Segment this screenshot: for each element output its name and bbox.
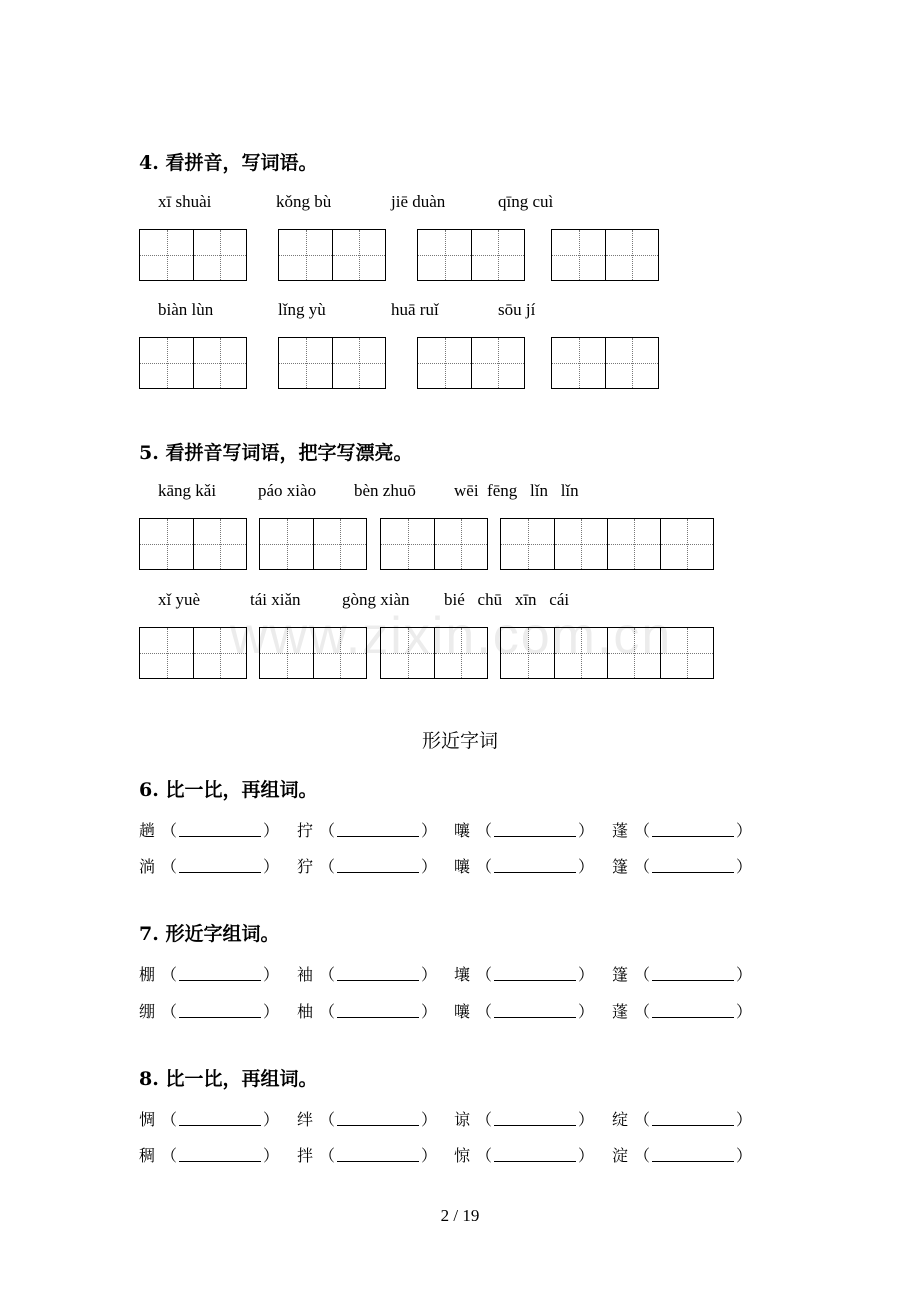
word-item: 惆 （ ） — [139, 1110, 280, 1129]
answer-blank[interactable] — [652, 1001, 734, 1018]
word-item: 淀 （ ） — [612, 1146, 753, 1165]
word-item: 嚷 （ ） — [454, 857, 595, 876]
word-item: 绊 （ ） — [297, 1110, 438, 1129]
answer-blank[interactable] — [179, 1001, 261, 1018]
pinyin: gòng xiàn — [342, 590, 410, 609]
word-item: 嚷 （ ） — [454, 821, 595, 840]
answer-blank[interactable] — [337, 1001, 419, 1018]
question-5-title: 5. 看拼音写词语，把字写漂亮。 — [139, 442, 413, 464]
writing-box[interactable] — [551, 229, 659, 281]
word-item: 拧 （ ） — [297, 821, 438, 840]
watermark: www.zixin.com.cn — [230, 607, 673, 665]
page-number: 2 / 19 — [440, 1206, 480, 1225]
pinyin: kǒng bù — [276, 192, 332, 211]
pinyin: bié chū xīn cái — [444, 590, 570, 609]
writing-box[interactable] — [139, 627, 247, 679]
word-item: 趟 （ ） — [139, 821, 280, 840]
pinyin: wēi fēng lǐn lǐn — [454, 481, 579, 500]
word-item: 狞 （ ） — [297, 857, 438, 876]
answer-blank[interactable] — [494, 856, 576, 873]
answer-blank[interactable] — [494, 964, 576, 981]
answer-blank[interactable] — [494, 1145, 576, 1162]
writing-box[interactable] — [417, 229, 525, 281]
writing-box[interactable] — [380, 627, 488, 679]
answer-blank[interactable] — [494, 1109, 576, 1126]
word-item: 棚 （ ） — [139, 965, 280, 984]
pinyin: lǐng yù — [278, 300, 326, 319]
word-item: 蓬 （ ） — [612, 1002, 753, 1021]
answer-blank[interactable] — [179, 1109, 261, 1126]
word-item: 惊 （ ） — [454, 1146, 595, 1165]
answer-blank[interactable] — [652, 820, 734, 837]
word-item: 袖 （ ） — [297, 965, 438, 984]
word-item: 淌 （ ） — [139, 857, 280, 876]
answer-blank[interactable] — [652, 1109, 734, 1126]
word-item: 嚷 （ ） — [454, 1002, 595, 1021]
pinyin: kāng kǎi — [158, 481, 217, 500]
writing-box[interactable] — [500, 518, 714, 570]
answer-blank[interactable] — [652, 856, 734, 873]
section-title: 形近字词 — [421, 730, 498, 752]
answer-blank[interactable] — [337, 1109, 419, 1126]
word-item: 拌 （ ） — [297, 1146, 438, 1165]
pinyin: biàn lùn — [158, 300, 214, 319]
answer-blank[interactable] — [337, 856, 419, 873]
answer-blank[interactable] — [179, 820, 261, 837]
question-7-title: 7. 形近字组词。 — [139, 923, 280, 945]
pinyin: jiē duàn — [391, 192, 446, 211]
writing-box[interactable] — [500, 627, 714, 679]
pinyin: sōu jí — [498, 300, 536, 319]
pinyin: páo xiào — [258, 481, 317, 500]
question-8-title: 8. 比一比，再组词。 — [139, 1068, 318, 1090]
writing-box[interactable] — [551, 337, 659, 389]
writing-box[interactable] — [139, 518, 247, 570]
writing-box[interactable] — [259, 518, 367, 570]
writing-box[interactable] — [278, 337, 386, 389]
word-item: 篷 （ ） — [612, 965, 753, 984]
answer-blank[interactable] — [337, 1145, 419, 1162]
word-item: 篷 （ ） — [612, 857, 753, 876]
answer-blank[interactable] — [494, 820, 576, 837]
answer-blank[interactable] — [337, 820, 419, 837]
question-6-title: 6. 比一比，再组词。 — [139, 779, 318, 801]
answer-blank[interactable] — [179, 964, 261, 981]
question-4-title: 4. 看拼音，写词语。 — [139, 152, 318, 174]
writing-box[interactable] — [139, 337, 247, 389]
word-item: 绽 （ ） — [612, 1110, 753, 1129]
word-item: 壤 （ ） — [454, 965, 595, 984]
answer-blank[interactable] — [494, 1001, 576, 1018]
pinyin: bèn zhuō — [354, 481, 416, 500]
word-item: 柚 （ ） — [297, 1002, 438, 1021]
pinyin: xī shuài — [158, 192, 212, 211]
pinyin: huā ruǐ — [391, 300, 439, 319]
word-item: 蓬 （ ） — [612, 821, 753, 840]
writing-box[interactable] — [417, 337, 525, 389]
answer-blank[interactable] — [337, 964, 419, 981]
answer-blank[interactable] — [652, 964, 734, 981]
word-item: 稠 （ ） — [139, 1146, 280, 1165]
pinyin: tái xiǎn — [250, 590, 301, 609]
word-item: 绷 （ ） — [139, 1002, 280, 1021]
answer-blank[interactable] — [179, 856, 261, 873]
word-item: 谅 （ ） — [454, 1110, 595, 1129]
writing-box[interactable] — [259, 627, 367, 679]
writing-box[interactable] — [380, 518, 488, 570]
answer-blank[interactable] — [179, 1145, 261, 1162]
writing-box[interactable] — [139, 229, 247, 281]
writing-box[interactable] — [278, 229, 386, 281]
answer-blank[interactable] — [652, 1145, 734, 1162]
pinyin: xǐ yuè — [158, 590, 201, 609]
pinyin: qīng cuì — [498, 192, 554, 211]
